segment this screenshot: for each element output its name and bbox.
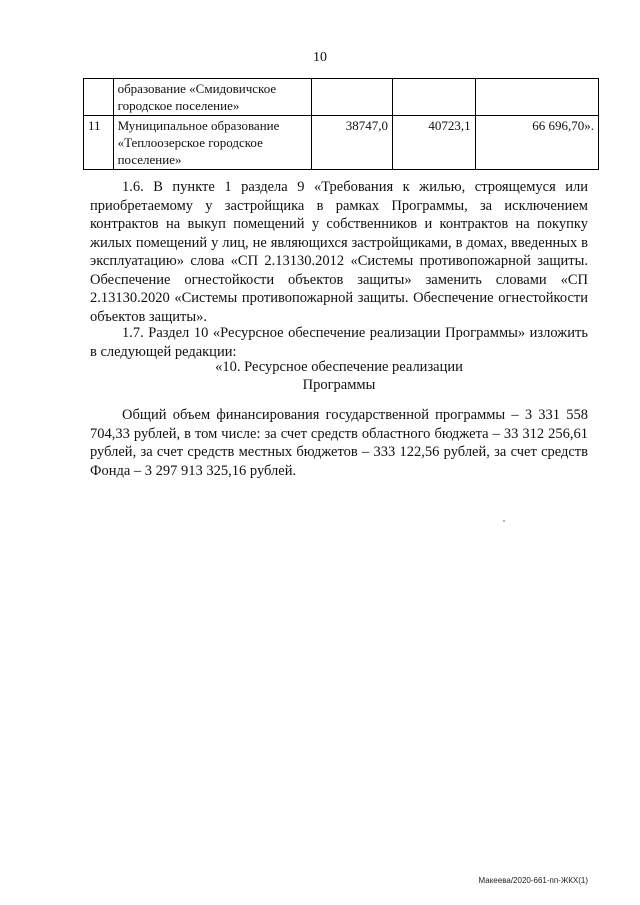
table-cell-name: образование «Смидовичское городское поселение»: [113, 79, 312, 116]
funding-table: [83, 78, 599, 170]
table-cell-name: Муниципальное образование «Теплоозерское городское поселение»: [113, 116, 312, 170]
table-cell-value: [475, 79, 598, 116]
paragraph-1-6-text: 1.6. В пункте 1 раздела 9 «Требования к жилью, строящемуся или приобретаемому у застройщика в рамках Программы, за исключением контрактов на выкуп помещений у собственников и контрактов на покупку жилых помещений у лиц, не являющихся застройщиками, в домах, введенных в эксплуатацию» слова «СП 2.13130.2012 «Системы противопожарной защиты. Обеспечение огнестойкости объектов защиты» заменить словами «СП 2.13130.2020 «Системы противопожарной защиты. Обеспечение огнестойкости объектов защиты».: [90, 179, 588, 325]
table-cell-num: [84, 79, 114, 116]
table-cell-value: 40723,1: [392, 116, 475, 170]
table-cell-value: 38747,0: [312, 116, 393, 170]
funding-paragraph: [90, 406, 588, 480]
page-number: 10: [313, 50, 327, 65]
document-code: Макеева/2020-661-пп-ЖКХ(1): [478, 876, 588, 885]
table-row: [84, 116, 599, 170]
table-row: [84, 79, 599, 116]
paragraph-1-7: [90, 324, 588, 361]
table-cell-value: [312, 79, 393, 116]
section-heading-line-1: «10. Ресурсное обеспечение реализации: [215, 359, 463, 375]
funding-paragraph-text: Общий объем финансирования государственной программы – 3 331 558 704,33 рублей, в том числе: за счет средств областного бюджета – 33 312 256,61 рублей, за счет средств местных бюджетов – 333 122,56 рублей, за счет средств Фонда – 3 297 913 325,16 рублей.: [90, 407, 588, 479]
table-cell-num: 11: [84, 116, 114, 170]
scan-speck: [503, 520, 505, 522]
paragraph-1-7-text: 1.7. Раздел 10 «Ресурсное обеспечение реализации Программы» изложить в следующей редакции:: [90, 325, 588, 360]
table-cell-value: [392, 79, 475, 116]
table-cell-value: 66 696,70».: [475, 116, 598, 170]
paragraph-1-6: [90, 178, 588, 326]
section-heading-line-2: Программы: [302, 377, 376, 393]
